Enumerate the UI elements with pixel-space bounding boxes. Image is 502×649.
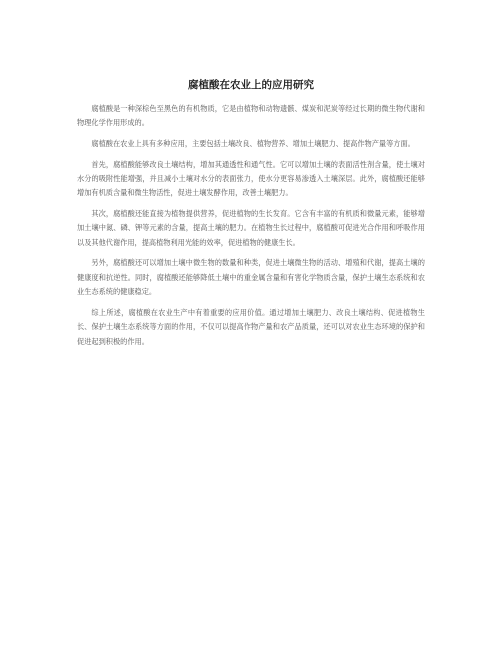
paragraph-microbial-activity: 另外，腐植酸还可以增加土壤中微生物的数量和种类，促进土壤微生物的活动、增殖和代谢，提高土壤的健康度和抗逆性。同时，腐植酸还能够降低土壤中的重金属含量和有害化学物质含量，保护土壤生态系统和农业生态系统的健康稳定。 bbox=[77, 258, 425, 297]
paragraph-applications: 腐植酸在农业上具有多种应用，主要包括土壤改良、植物营养、增加土壤肥力、提高作物产量等方面。 bbox=[91, 139, 415, 148]
paragraph-conclusion: 综上所述，腐植酸在农业生产中有着重要的应用价值。通过增加土壤肥力、改良土壤结构、促进植物生长、保护土壤生态系统等方面的作用，不仅可以提高作物产量和农产品质量，还可以对农业生态环境的保护和促进起到积极的作用。 bbox=[77, 307, 425, 346]
paragraph-plant-nutrition: 其次，腐植酸还能直接为植物提供营养，促进植物的生长发育。它含有丰富的有机质和微量元素，能够增加土壤中氮、磷、钾等元素的含量，提高土壤的肥力。在植物生长过程中，腐植酸可促进光合作用和呼吸作用以及其他代谢作用，提高植物利用光能的效率，促进植物的健康生长。 bbox=[77, 209, 425, 247]
document-body bbox=[77, 102, 425, 355]
paragraph-intro: 腐植酸是一种深棕色至黑色的有机物质，它是由植物和动物遗骸、煤炭和泥炭等经过长期的微生物代谢和物理化学作用形成的。 bbox=[77, 104, 425, 128]
paragraph-soil-improvement: 首先，腐植酸能够改良土壤结构，增加其通透性和通气性。它可以增加土壤的表面活性剂含量，使土壤对水分的吸附性能增强，并且减小土壤对水分的表面张力，使水分更容易渗透入土壤深层。此外，腐植酸还能够增加有机质含量和微生物活性，促进土壤发酵作用，改善土壤肥力。 bbox=[77, 159, 425, 198]
document-title: 腐植酸在农业上的应用研究 bbox=[188, 79, 314, 91]
